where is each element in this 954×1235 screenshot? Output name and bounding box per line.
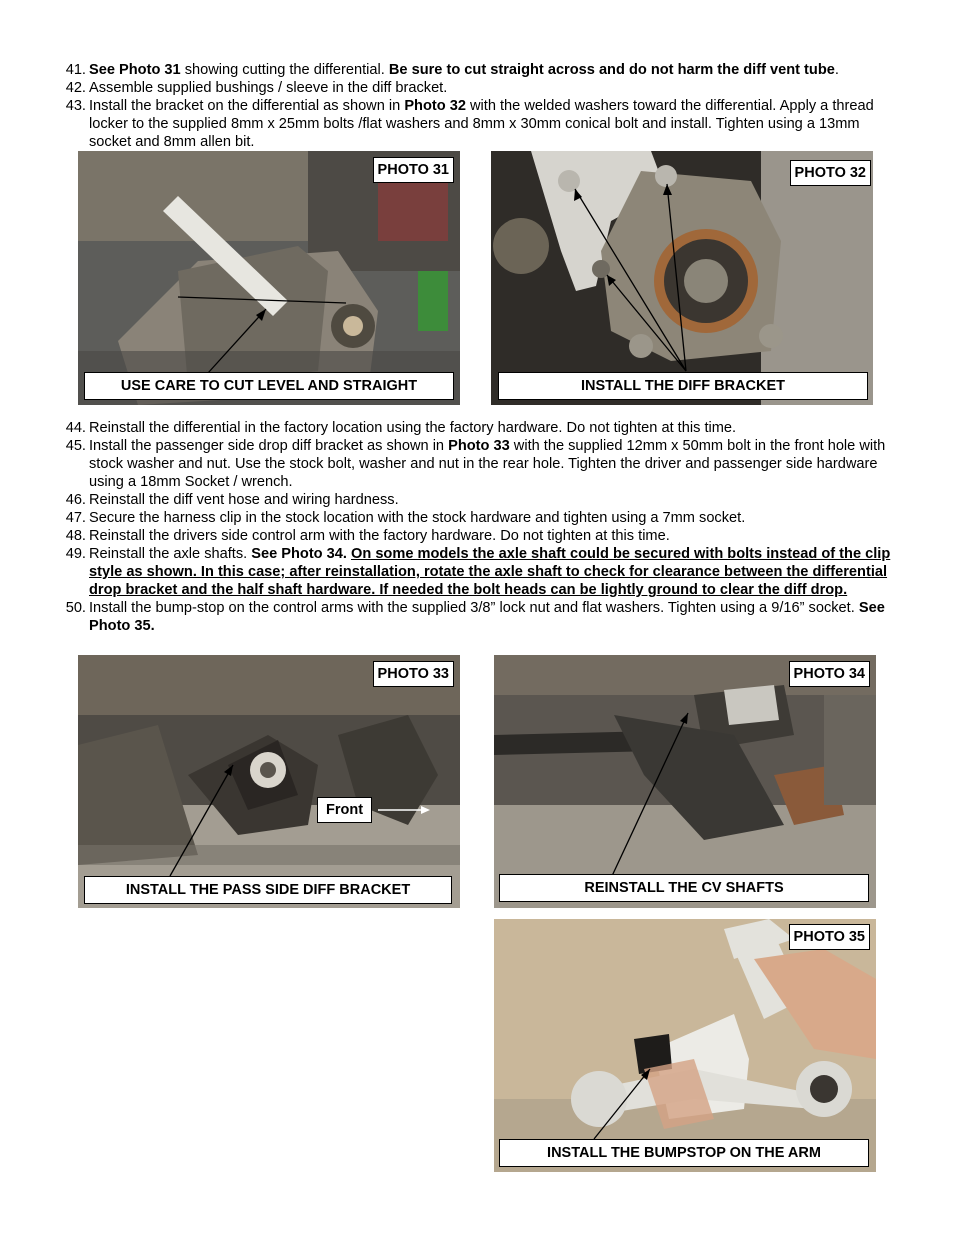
instruction-step: [58, 79, 892, 97]
step-number: 50.: [65, 600, 86, 616]
instruction-step: [58, 509, 892, 527]
step-text: Reinstall the diff vent hose and wiring hardness.: [89, 492, 399, 508]
photo-35-caption: INSTALL THE BUMPSTOP ON THE ARM: [499, 1139, 869, 1167]
instruction-step: [58, 599, 892, 635]
step-text: Install the bump-stop on the control arms with the supplied 3/8” lock nut and flat washers. Tighten using a 9/16” socket.: [89, 600, 859, 616]
photo-31: [78, 151, 460, 405]
instruction-step: [58, 437, 892, 491]
photo-34-label: PHOTO 34: [789, 661, 870, 687]
step-text: .: [834, 62, 839, 78]
photo-32-label: PHOTO 32: [790, 160, 871, 186]
photo-33-front-label: Front: [317, 797, 372, 823]
photo-33-image: [78, 655, 460, 908]
photo-35-image: [494, 919, 876, 1172]
step-number: 41.: [65, 62, 86, 78]
step-text: Secure the harness clip in the stock location with the stock hardware and tighten using a 7mm socket.: [89, 510, 746, 526]
step-text: See Photo 35.: [89, 600, 885, 634]
step-text: Be sure to cut straight across and do not harm the diff vent tube: [388, 62, 835, 78]
step-number: 44.: [65, 420, 86, 436]
step-number: 45.: [65, 438, 86, 454]
instruction-step: [58, 61, 892, 79]
photo-32-image: [491, 151, 873, 405]
instruction-step: [58, 97, 892, 151]
step-text: with the welded washers toward the differential. Apply a thread locker to the supplied 8mm x 25mm bolts /flat washers and 8mm x 30mm conical bolt and install. Tighten using a 13mm socket and 8mm allen bit.: [89, 98, 874, 150]
photo-31-label: PHOTO 31: [373, 157, 454, 183]
photo-34: [494, 655, 876, 908]
step-number: 43.: [65, 98, 86, 114]
photo-33: [78, 655, 460, 908]
step-text: On some models the axle shaft could be secured with bolts instead of the clip style as shown. In this case; after reinstallation, rotate the axle shaft to check for clearance between the differential drop bracket and the half shaft hardware. If needed the bolt heads can be lightly ground to clear the diff drop.: [89, 546, 891, 598]
instruction-step: [58, 491, 892, 509]
step-text: See Photo 31: [89, 62, 181, 78]
photo-32-caption: INSTALL THE DIFF BRACKET: [498, 372, 868, 400]
photo-32: [491, 151, 873, 405]
step-text: showing cutting the differential.: [180, 62, 389, 78]
instruction-step: [58, 545, 892, 599]
step-text: Assemble supplied bushings / sleeve in the diff bracket.: [89, 80, 448, 96]
step-text: Reinstall the axle shafts.: [89, 546, 252, 562]
photo-31-caption: USE CARE TO CUT LEVEL AND STRAIGHT: [84, 372, 454, 400]
step-number: 46.: [65, 492, 86, 508]
photo-33-caption: INSTALL THE PASS SIDE DIFF BRACKET: [84, 876, 452, 904]
photo-34-image: [494, 655, 876, 908]
photo-33-label: PHOTO 33: [373, 661, 454, 687]
step-number: 48.: [65, 528, 86, 544]
step-text: Reinstall the drivers side control arm with the factory hardware. Do not tighten at this time.: [89, 528, 670, 544]
instruction-step: [58, 419, 892, 437]
step-number: 42.: [65, 80, 86, 96]
step-text: Photo 32: [404, 98, 466, 114]
instruction-step: [58, 527, 892, 545]
step-number: 47.: [65, 510, 86, 526]
step-number: 49.: [65, 546, 86, 562]
step-text: Reinstall the differential in the factory location using the factory hardware. Do not tighten at this time.: [89, 420, 737, 436]
photo-35-label: PHOTO 35: [789, 924, 870, 950]
step-text: Install the bracket on the differential as shown in: [89, 98, 405, 114]
step-text: with the supplied 12mm x 50mm bolt in the front hole with stock washer and nut. Use the stock bolt, washer and nut in the rear hole. Tighten the driver and passenger side hardware using a 18mm Socket / wrench.: [89, 438, 886, 490]
steps-list-top: [58, 61, 892, 151]
photo-34-caption: REINSTALL THE CV SHAFTS: [499, 874, 869, 902]
step-text: See Photo 34.: [251, 546, 347, 562]
step-text: Install the passenger side drop diff bracket as shown in: [89, 438, 449, 454]
photo-31-image: [78, 151, 460, 405]
photo-35: [494, 919, 876, 1172]
steps-list-middle: [58, 419, 892, 635]
step-text: Photo 33: [448, 438, 510, 454]
